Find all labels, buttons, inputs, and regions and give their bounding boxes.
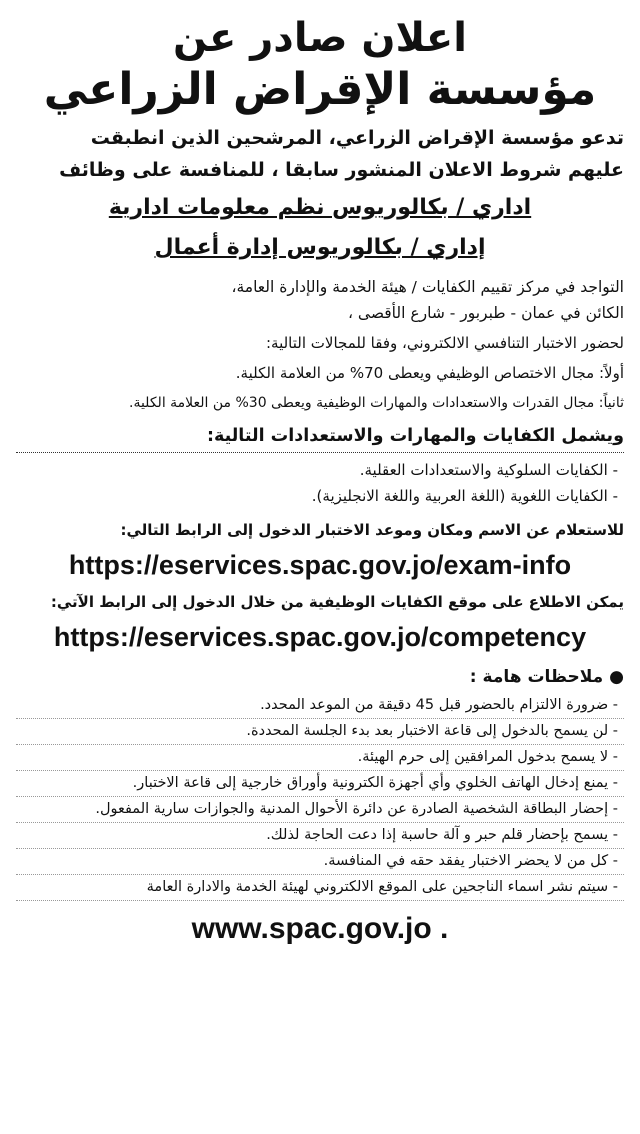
competencies-list <box>16 457 624 509</box>
bullet-icon: ● <box>609 667 624 687</box>
exam-intro: لحضور الاختبار التنافسي الالكتروني، وفقا للمجالات التالية: <box>265 334 624 352</box>
exam-info-link[interactable]: https://eservices.spac.gov.jo/exam-info <box>68 550 572 580</box>
exam-field-1: أولاً: مجال الاختصاص الوظيفي ويعطى 70% من العلامة الكلية. <box>235 364 624 382</box>
list-item: - الكفايات السلوكية والاستعدادات العقلية. <box>16 457 624 483</box>
notes-list <box>16 693 624 901</box>
intro-line-2: عليهم شروط الاعلان المنشور سابقا ، للمنافسة على وظائف <box>59 159 624 181</box>
job-title-2: إداري / بكالوريوس إدارة أعمال <box>154 235 486 260</box>
list-item: - الكفايات اللغوية (اللغة العربية واللغة الانجليزية). <box>16 483 624 509</box>
job-title-1: اداري / بكالوريوس نظم معلومات ادارية <box>108 195 532 220</box>
organization-name: مؤسسة الإقراض الزراعي <box>43 64 597 115</box>
announcement-title: اعلان صادر عن <box>173 15 467 61</box>
list-item: - ضرورة الالتزام بالحضور قبل 45 دقيقة من الموعد المحدد. <box>16 693 624 719</box>
list-item: - يمنع إدخال الهاتف الخلوي وأي أجهزة الكترونية وأوراق خارجية إلى قاعة الاختبار. <box>16 771 624 797</box>
list-item: - يسمح بإحضار قلم حبر و آلة حاسبة إذا دعت الحاجة لذلك. <box>16 823 624 849</box>
list-item: - سيتم نشر اسماء الناجحين على الموقع الالكتروني لهيئة الخدمة والادارة العامة <box>16 875 624 901</box>
competency-link[interactable]: https://eservices.spac.gov.jo/competency <box>53 622 587 652</box>
list-item: - لن يسمح بالدخول إلى قاعة الاختبار بعد بدء الجلسة المحددة. <box>16 719 624 745</box>
list-item: - لا يسمح بدخول المرافقين إلى حرم الهيئة. <box>16 745 624 771</box>
location-line-1: التواجد في مركز تقييم الكفايات / هيئة الخدمة والإدارة العامة، <box>231 278 624 296</box>
notes-heading-text: ملاحظات هامة : <box>469 667 604 687</box>
list-item: - إحضار البطاقة الشخصية الصادرة عن دائرة الأحوال المدنية والجوازات سارية المفعول. <box>16 797 624 823</box>
notes-heading <box>16 663 624 691</box>
intro-line-1: تدعو مؤسسة الإقراض الزراعي، المرشحين الذين انطبقت <box>90 127 624 149</box>
website-link[interactable]: www.spac.gov.jo . <box>191 912 449 945</box>
competency-link-text: يمكن الاطلاع على موقع الكفايات الوظيفية من خلال الدخول إلى الرابط الآتي: <box>50 593 624 611</box>
competencies-heading: ويشمل الكفايات والمهارات والاستعدادات التالية: <box>16 422 624 453</box>
location-line-2: الكائن في عمان - طبربور - شارع الأقصى ، <box>347 304 624 322</box>
exam-field-2: ثانياً: مجال القدرات والاستعدادات والمهارات الوظيفية ويعطى 30% من العلامة الكلية. <box>129 395 624 411</box>
list-item: - كل من لا يحضر الاختبار يفقد حقه في المنافسة. <box>16 849 624 875</box>
exam-link-text: للاستعلام عن الاسم ومكان وموعد الاختبار الدخول إلى الرابط التالي: <box>120 521 624 539</box>
